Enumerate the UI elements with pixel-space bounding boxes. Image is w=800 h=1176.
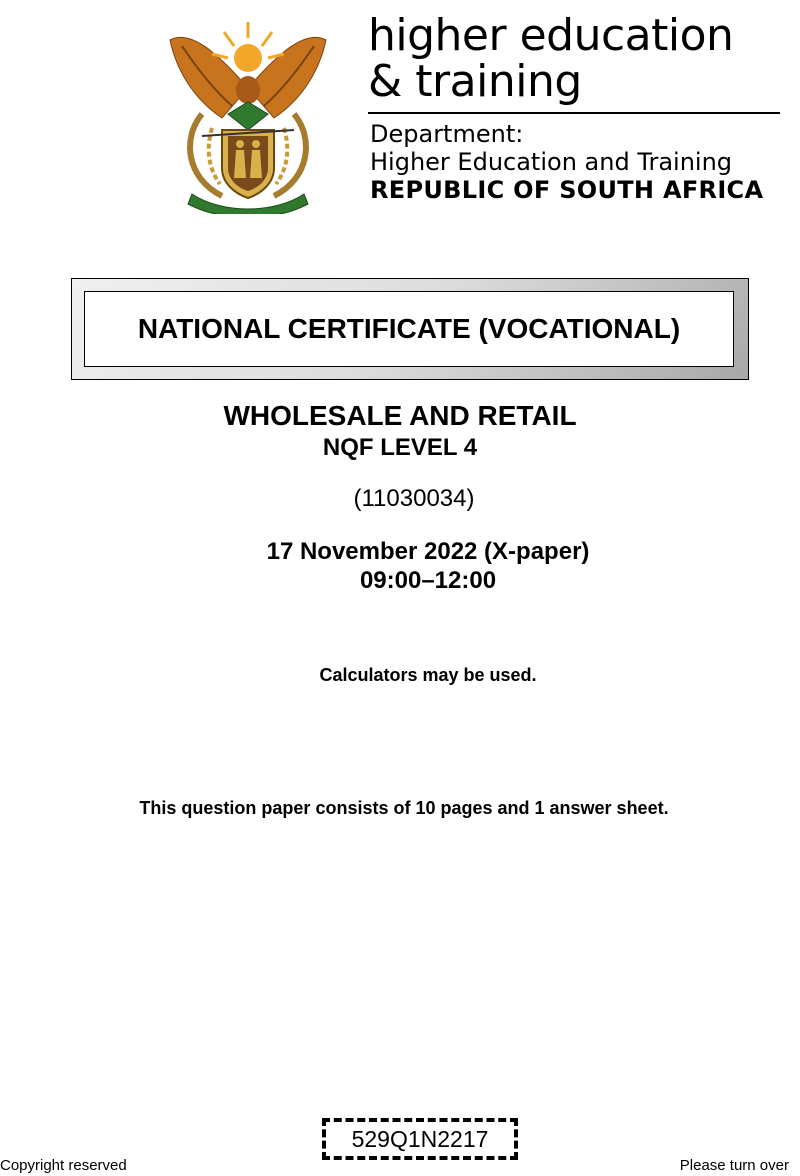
- subject-code: (11030034): [353, 485, 475, 512]
- nqf-level: NQF LEVEL 4: [322, 434, 478, 461]
- calculator-note: Calculators may be used.: [319, 665, 537, 685]
- subject-title: WHOLESALE AND RETAIL: [223, 400, 577, 431]
- paper-code: 529Q1N2217: [351, 1126, 489, 1152]
- department-title-line-2: & training: [368, 56, 582, 107]
- department-name: Higher Education and Training: [370, 148, 733, 176]
- paper-code-box: [322, 1118, 518, 1160]
- turn-over-notice: Please turn over: [679, 1157, 789, 1174]
- exam-time: 09:00–12:00: [359, 567, 497, 594]
- copyright-notice: Copyright reserved: [0, 1157, 127, 1174]
- exam-date: 17 November 2022 (X-paper): [266, 538, 590, 565]
- certificate-title-frame: [84, 291, 734, 367]
- country-name: REPUBLIC OF SOUTH AFRICA: [370, 176, 764, 204]
- department-title-line-1: higher education: [368, 10, 734, 61]
- certificate-title-box: [71, 278, 749, 380]
- department-label: Department:: [370, 120, 524, 148]
- paper-info: This question paper consists of 10 pages and 1 answer sheet.: [139, 798, 669, 818]
- certificate-title: NATIONAL CERTIFICATE (VOCATIONAL): [137, 313, 681, 344]
- header-divider: [368, 112, 780, 114]
- coat-of-arms-icon: [162, 18, 334, 214]
